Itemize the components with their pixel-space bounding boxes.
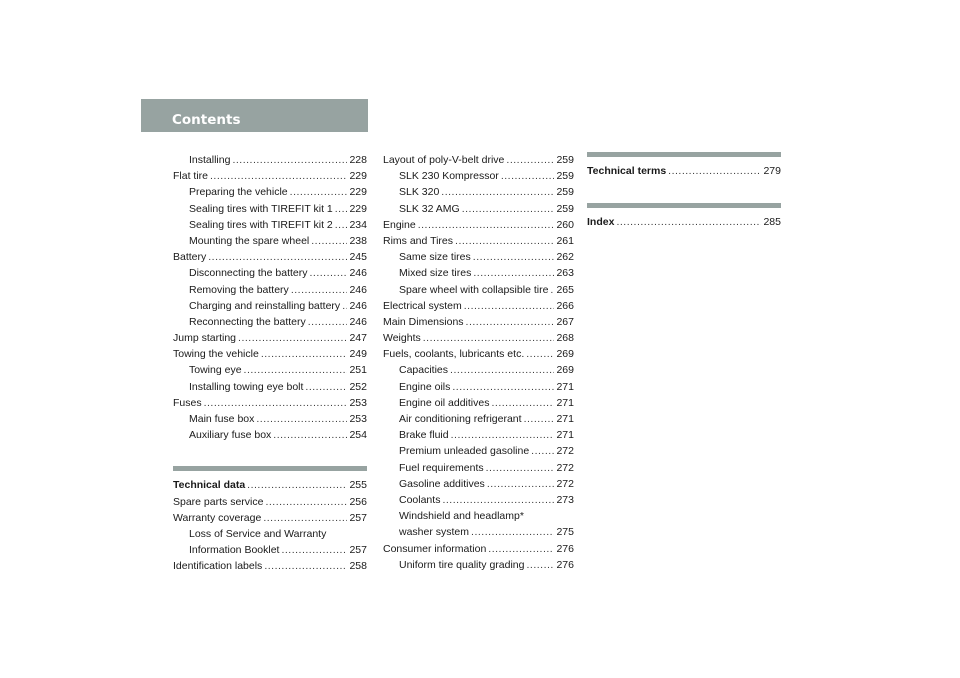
- toc-entry[interactable]: [383, 282, 574, 298]
- dot-leader: [263, 510, 347, 526]
- toc-entry-title: Main fuse box: [189, 413, 255, 425]
- toc-entry-page: 259: [556, 186, 574, 199]
- dot-leader: [486, 460, 554, 476]
- dot-leader: [473, 265, 554, 281]
- toc-entry-page: 272: [556, 445, 574, 458]
- toc-entry[interactable]: [173, 379, 367, 395]
- toc-section-heading[interactable]: [173, 477, 367, 493]
- toc-entry-title: Brake fluid: [399, 429, 449, 442]
- toc-entry-page: 249: [349, 348, 367, 361]
- dot-leader: [290, 184, 347, 200]
- toc-entry-page: 258: [349, 560, 367, 573]
- toc-entry-title: Fuel requirements: [399, 461, 484, 474]
- toc-entry-page: 257: [349, 544, 367, 557]
- toc-entry-page: 229: [349, 186, 367, 199]
- section-divider-bar: [587, 152, 781, 157]
- toc-entry-page: 271: [556, 396, 574, 409]
- toc-entry[interactable]: [383, 201, 574, 217]
- toc-entry-title: Layout of poly-V-belt drive: [383, 154, 505, 166]
- toc-entry[interactable]: [383, 508, 574, 524]
- toc-entry-page: 279: [763, 165, 781, 177]
- toc-entry-title: Battery: [173, 251, 207, 264]
- toc-entry-page: 271: [556, 380, 574, 393]
- section-divider-bar: [587, 203, 781, 208]
- toc-entry-title: Sealing tires with TIREFIT kit 2: [189, 218, 333, 231]
- toc-entry-title: Weights: [383, 332, 421, 345]
- dot-leader: [526, 557, 554, 573]
- toc-entry[interactable]: [173, 411, 367, 427]
- toc-entry-title: Removing the battery: [189, 283, 289, 296]
- toc-entry-title: Sealing tires with TIREFIT kit 1: [189, 202, 333, 215]
- toc-entry-page: 255: [349, 479, 367, 492]
- toc-entry-page: 229: [349, 170, 367, 183]
- toc-entry-page: 276: [556, 558, 574, 571]
- toc-entry-page: 256: [349, 495, 367, 508]
- toc-entry-page: 268: [556, 332, 574, 345]
- toc-entry[interactable]: [173, 152, 367, 168]
- dot-leader: [462, 201, 554, 217]
- dot-leader: [244, 362, 347, 378]
- toc-entry[interactable]: [173, 233, 367, 249]
- toc-entry-title: Air conditioning refrigerant: [399, 413, 522, 425]
- toc-entry-page: 245: [349, 251, 367, 264]
- dot-leader: [466, 314, 554, 330]
- dot-leader: [423, 330, 554, 346]
- toc-entry-title: Technical terms: [587, 165, 667, 177]
- dot-leader: [308, 314, 347, 330]
- toc-entry-title: Engine oils: [399, 380, 451, 393]
- toc-entry[interactable]: [173, 558, 367, 574]
- toc-entry[interactable]: [173, 330, 367, 346]
- toc-entry-title: Mixed size tires: [399, 267, 472, 280]
- toc-entry[interactable]: [383, 265, 574, 281]
- toc-entry-title: Engine: [383, 218, 416, 231]
- toc-entry-title: Fuels, coolants, lubricants etc.: [383, 348, 525, 361]
- toc-entry-page: 271: [556, 429, 574, 442]
- toc-entry-page: 262: [556, 251, 574, 264]
- toc-entry-title: Main Dimensions: [383, 315, 464, 328]
- dot-leader: [247, 477, 347, 493]
- dot-leader: [311, 233, 347, 249]
- toc-entry-title: SLK 230 Kompressor: [399, 170, 499, 183]
- toc-entry-page: 246: [349, 299, 367, 312]
- toc-entry-title: Disconnecting the battery: [189, 267, 308, 280]
- toc-entry-page: 259: [556, 154, 574, 166]
- page-title: Contents: [172, 112, 241, 128]
- dot-leader: [335, 217, 347, 233]
- toc-entry-title: Uniform tire quality grading: [399, 558, 525, 571]
- toc-entry-title: Technical data: [173, 479, 246, 492]
- dot-leader: [273, 427, 347, 443]
- toc-column-2: [383, 152, 574, 573]
- toc-entry[interactable]: [173, 265, 367, 281]
- toc-entry-page: 246: [349, 283, 367, 296]
- toc-entry[interactable]: [383, 524, 574, 540]
- toc-entry-page: 285: [763, 216, 781, 229]
- toc-entry[interactable]: [383, 298, 574, 314]
- toc-entry-title: Rims and Tires: [383, 234, 454, 247]
- toc-entry[interactable]: [383, 492, 574, 508]
- toc-entry-title: Coolants: [399, 493, 441, 506]
- dot-leader: [291, 282, 347, 298]
- dot-leader: [524, 411, 554, 427]
- toc-entry-title: Preparing the vehicle: [189, 186, 288, 199]
- dot-leader: [418, 217, 554, 233]
- toc-entry-title: SLK 32 AMG: [399, 202, 460, 215]
- toc-entry-title: Flat tire: [173, 170, 209, 183]
- toc-entry[interactable]: [383, 379, 574, 395]
- toc-entry[interactable]: [383, 249, 574, 265]
- toc-entry-title: Gasoline additives: [399, 477, 485, 490]
- dot-leader: [491, 395, 554, 411]
- toc-entry-page: 271: [556, 413, 574, 425]
- toc-entry-title: Same size tires: [399, 251, 471, 264]
- toc-entry[interactable]: [383, 152, 574, 168]
- header-band: [141, 99, 368, 132]
- dot-leader: [450, 362, 554, 378]
- toc-entry-page: 267: [556, 315, 574, 328]
- toc-entry-page: 234: [349, 218, 367, 231]
- toc-entry-title: Mounting the spare wheel: [189, 234, 310, 247]
- dot-leader: [265, 494, 347, 510]
- dot-leader: [668, 163, 761, 179]
- dot-leader: [441, 184, 554, 200]
- toc-entry[interactable]: [173, 282, 367, 298]
- toc-entry-page: 259: [556, 170, 574, 183]
- dot-leader: [305, 379, 347, 395]
- toc-entry-page: 263: [556, 267, 574, 280]
- dot-leader: [506, 152, 554, 168]
- toc-entry-title: SLK 320: [399, 186, 440, 199]
- toc-entry-page: 275: [556, 526, 574, 539]
- dot-leader: [335, 201, 347, 217]
- toc-entry-page: 265: [556, 283, 574, 296]
- toc-entry-title: Warranty coverage: [173, 511, 262, 524]
- toc-entry-title: Identification labels: [173, 560, 263, 573]
- toc-entry[interactable]: [173, 362, 367, 378]
- dot-leader: [451, 427, 554, 443]
- toc-entry[interactable]: [383, 476, 574, 492]
- toc-entry[interactable]: [383, 443, 574, 459]
- toc-entry-page: 238: [349, 234, 367, 247]
- toc-entry-page: 251: [349, 364, 367, 377]
- dot-leader: [616, 214, 761, 230]
- toc-entry-title: Charging and reinstalling battery: [189, 299, 341, 312]
- toc-entry[interactable]: [383, 395, 574, 411]
- toc-entry-page: 272: [556, 477, 574, 490]
- toc-entry-page: 253: [349, 396, 367, 409]
- toc-entry-title: Towing the vehicle: [173, 348, 259, 361]
- toc-entry-title: Auxiliary fuse box: [189, 429, 272, 442]
- toc-entry-title: Reconnecting the battery: [189, 315, 306, 328]
- toc-entry[interactable]: [173, 184, 367, 200]
- toc-entry-title: Information Booklet: [189, 544, 280, 557]
- dot-leader: [464, 298, 554, 314]
- toc-entry[interactable]: [383, 184, 574, 200]
- toc-entry-page: 261: [556, 234, 574, 247]
- dot-leader: [281, 542, 347, 558]
- dot-leader: [455, 233, 554, 249]
- toc-section-heading[interactable]: [587, 163, 781, 179]
- toc-entry[interactable]: [383, 460, 574, 476]
- toc-entry[interactable]: [383, 168, 574, 184]
- section-divider-bar: [173, 466, 367, 471]
- toc-entry-title: Towing eye: [189, 364, 242, 377]
- toc-entry[interactable]: [173, 249, 367, 265]
- toc-entry-page: 273: [556, 493, 574, 506]
- toc-entry-title: Premium unleaded gasoline: [399, 445, 530, 458]
- toc-entry[interactable]: [383, 217, 574, 233]
- toc-entry-page: 269: [556, 348, 574, 361]
- toc-entry[interactable]: [383, 314, 574, 330]
- toc-entry-title: Jump starting: [173, 332, 237, 345]
- toc-entry[interactable]: [383, 346, 574, 362]
- toc-entry-page: 252: [349, 380, 367, 393]
- toc-entry-title: Index: [587, 216, 615, 229]
- toc-entry-page: 257: [349, 511, 367, 524]
- toc-entry-title: Loss of Service and Warranty: [189, 527, 327, 540]
- toc-entry-page: 259: [556, 202, 574, 215]
- dot-leader: [501, 168, 554, 184]
- toc-entry[interactable]: [173, 510, 367, 526]
- toc-entry[interactable]: [383, 541, 574, 557]
- toc-entry[interactable]: [383, 411, 574, 427]
- dot-leader: [204, 395, 347, 411]
- toc-entry-page: 266: [556, 299, 574, 312]
- toc-entry-page: 253: [349, 413, 367, 425]
- toc-entry-title: Installing: [189, 154, 231, 166]
- toc-entry-page: 246: [349, 267, 367, 280]
- toc-entry-page: 269: [556, 364, 574, 377]
- toc-entry[interactable]: [173, 217, 367, 233]
- toc-entry[interactable]: [173, 298, 367, 314]
- toc-entry[interactable]: [173, 395, 367, 411]
- toc-entry-title: Fuses: [173, 396, 202, 409]
- toc-entry-page: 228: [349, 154, 367, 166]
- toc-entry-title: Engine oil additives: [399, 396, 490, 409]
- toc-entry[interactable]: [173, 427, 367, 443]
- toc-entry[interactable]: [173, 494, 367, 510]
- toc-entry[interactable]: [173, 168, 367, 184]
- toc-entry-page: 276: [556, 542, 574, 555]
- dot-leader: [210, 168, 347, 184]
- toc-entry-page: 229: [349, 202, 367, 215]
- toc-column-3: [587, 152, 781, 230]
- toc-entry[interactable]: [383, 362, 574, 378]
- toc-entry-page: 247: [349, 332, 367, 345]
- toc-entry[interactable]: [173, 314, 367, 330]
- toc-entry[interactable]: [383, 557, 574, 573]
- toc-entry-title: Windshield and headlamp*: [399, 510, 524, 523]
- toc-entry[interactable]: [173, 526, 367, 542]
- dot-leader: [442, 492, 554, 508]
- dot-leader: [526, 346, 554, 362]
- dot-leader: [208, 249, 347, 265]
- toc-entry[interactable]: [383, 330, 574, 346]
- toc-entry-page: 254: [349, 429, 367, 442]
- dot-leader: [256, 411, 347, 427]
- dot-leader: [342, 298, 347, 314]
- toc-entry-title: Spare parts service: [173, 495, 264, 508]
- dot-leader: [473, 249, 554, 265]
- toc-entry-page: 260: [556, 218, 574, 231]
- toc-entry-title: Installing towing eye bolt: [189, 380, 304, 393]
- toc-entry-title: Capacities: [399, 364, 449, 377]
- dot-leader: [261, 346, 347, 362]
- toc-entry[interactable]: [173, 201, 367, 217]
- toc-entry-page: 246: [349, 315, 367, 328]
- toc-entry-title: washer system: [399, 526, 470, 539]
- dot-leader: [488, 541, 554, 557]
- dot-leader: [487, 476, 554, 492]
- dot-leader: [531, 443, 554, 459]
- toc-entry[interactable]: [173, 542, 367, 558]
- dot-leader: [452, 379, 554, 395]
- dot-leader: [238, 330, 347, 346]
- toc-entry-title: Consumer information: [383, 542, 487, 555]
- toc-entry[interactable]: [383, 427, 574, 443]
- toc-entry[interactable]: [383, 233, 574, 249]
- dot-leader: [264, 558, 347, 574]
- dot-leader: [309, 265, 347, 281]
- toc-column-1: [173, 152, 367, 575]
- toc-entry-title: Spare wheel with collapsible tire: [399, 283, 549, 296]
- dot-leader: [471, 524, 554, 540]
- dot-leader: [232, 152, 347, 168]
- dot-leader: [550, 282, 554, 298]
- toc-entry-title: Electrical system: [383, 299, 462, 312]
- toc-section-heading[interactable]: [587, 214, 781, 230]
- toc-entry[interactable]: [173, 346, 367, 362]
- toc-entry-page: 272: [556, 461, 574, 474]
